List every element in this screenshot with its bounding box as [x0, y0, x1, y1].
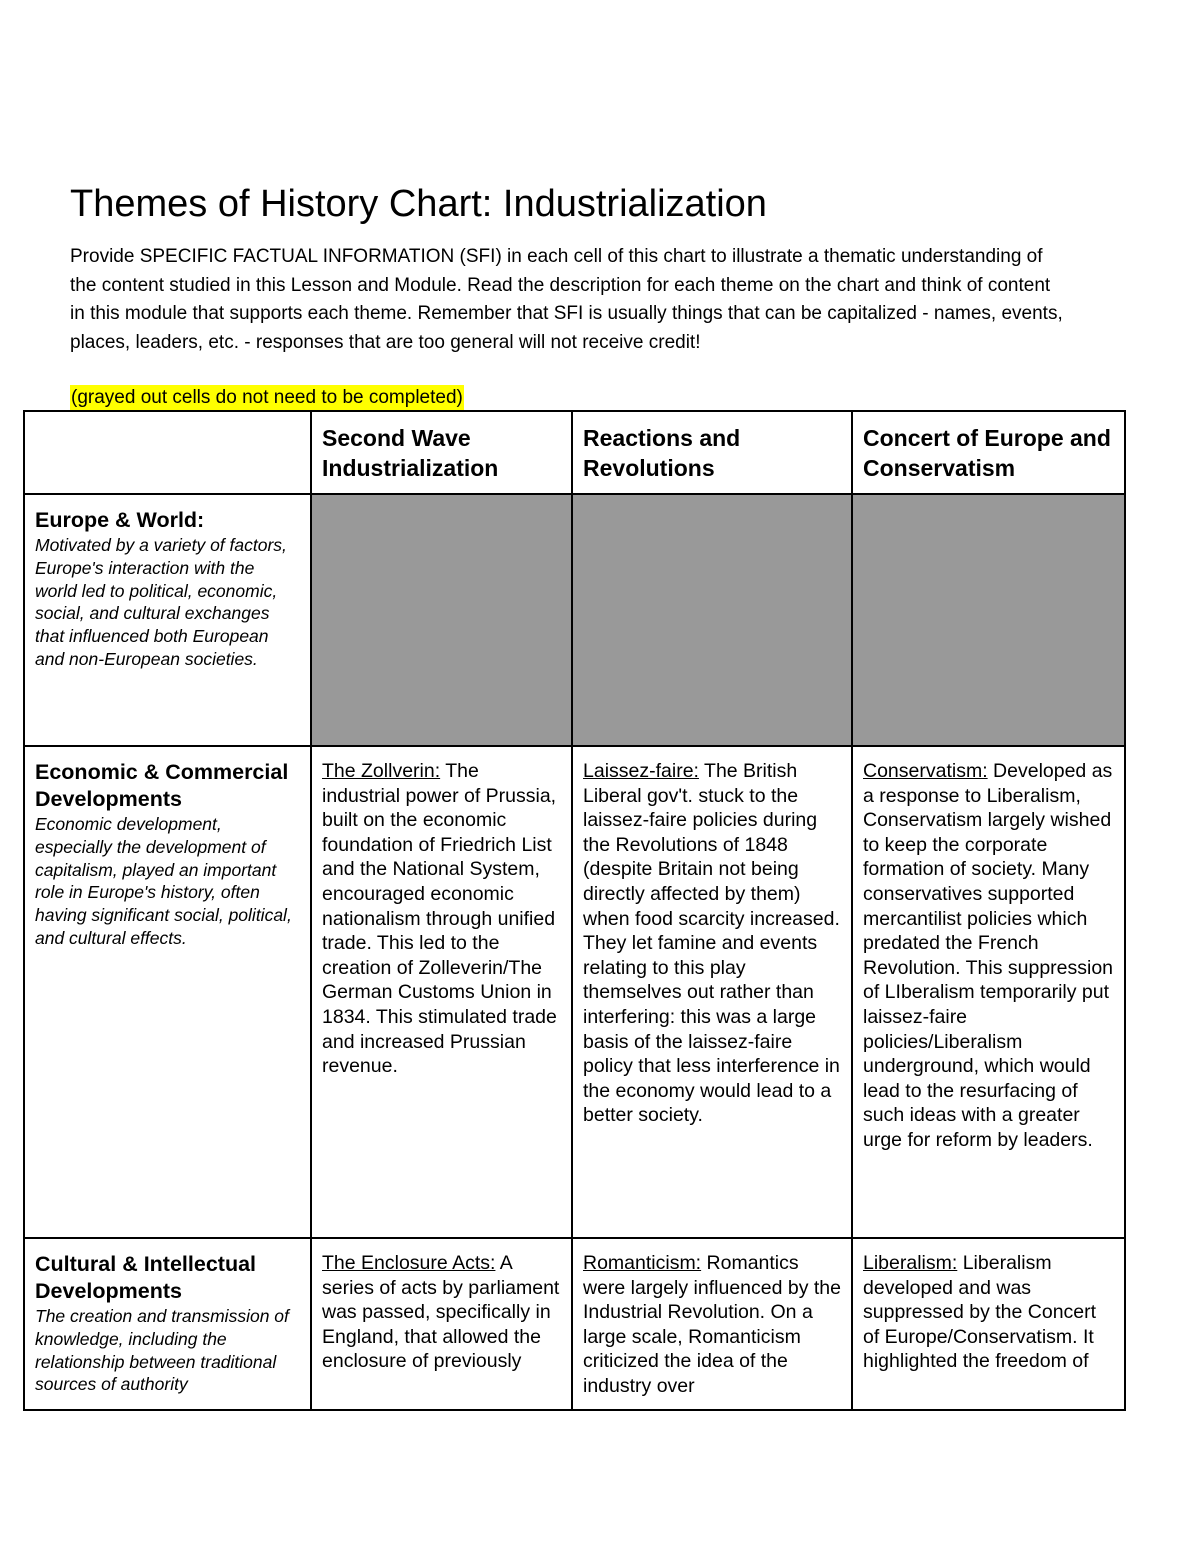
theme-description: Motivated by a variety of factors, Europe's interaction with the world led to political, economic, social, and cultural exchanges that influenced both European and non-European societies.	[35, 535, 287, 669]
cell-lead-term: Conservatism:	[863, 760, 988, 782]
column-header-label: Reactions and Revolutions	[583, 425, 741, 481]
theme-description: Economic development, especially the development of capitalism, played an important role in Europe's history, often having significant social, political, and cultural effects.	[35, 814, 292, 948]
table-header-row	[24, 411, 1125, 494]
table-row-europe-world	[24, 494, 1125, 746]
theme-cell	[24, 1238, 311, 1410]
table-row-economic	[24, 746, 1125, 1238]
column-header-label: Concert of Europe and Conservatism	[863, 425, 1111, 481]
grayed-cells-note: (grayed out cells do not need to be completed)	[70, 385, 464, 411]
grayed-cell	[852, 494, 1125, 746]
theme-name: Europe & World:	[35, 508, 205, 532]
cell-text: A series of acts by parliament was passed, specifically in England, that allowed the enclosure of previously	[322, 1252, 560, 1373]
response-cell[interactable]	[852, 1238, 1125, 1410]
cell-text: The industrial power of Prussia, built on the economic foundation of Friedrich List and the National System, encouraged economic nationalism through unified trade. This led to the creation of Zolleverin/The German Customs Union in 1834. This stimulated trade and increased Prussian revenue.	[322, 760, 557, 1078]
cell-lead-term: The Enclosure Acts:	[322, 1252, 496, 1274]
page-title: Themes of History Chart: Industrialization	[70, 183, 767, 225]
column-header-second-wave	[311, 411, 572, 494]
theme-cell	[24, 746, 311, 1238]
theme-description: The creation and transmission of knowledge, including the relationship between traditional sources of authority	[35, 1306, 289, 1395]
column-header-label: Second Wave Industrialization	[322, 425, 499, 481]
corner-cell	[24, 411, 311, 494]
themes-chart-table	[23, 410, 1126, 1411]
cell-text: Developed as a response to Liberalism, Conservatism largely wished to keep the corporate formation of society. Many conservatives supported mercantilist policies which predated the French Revolution. This suppression of LIberalism temporarily put laissez-faire policies/Liberalism underground, which would lead to the resurfacing of such ideas with a greater urge for reform by leaders.	[863, 760, 1114, 1151]
cell-text: Romantics were largely influenced by the Industrial Revolution. On a large scale, Romanticism criticized the idea of the industry over	[583, 1252, 841, 1397]
cell-lead-term: Liberalism:	[863, 1252, 958, 1274]
grayed-cell	[311, 494, 572, 746]
response-cell[interactable]	[311, 746, 572, 1238]
grayed-cell	[572, 494, 852, 746]
cell-lead-term: Romanticism:	[583, 1252, 702, 1274]
response-cell[interactable]	[572, 1238, 852, 1410]
cell-text: The British Liberal gov't. stuck to the laissez-faire policies during the Revolutions of 1848 (despite Britain not being directly affected by them) when food scarcity increased. They let famine and events relating to this play themselves out rather than interfering: this was a large basis of the laissez-faire policy that less interference in the economy would lead to a better society.	[583, 760, 840, 1127]
column-header-concert	[852, 411, 1125, 494]
cell-lead-term: The Zollverin:	[322, 760, 441, 782]
instructions-paragraph: Provide SPECIFIC FACTUAL INFORMATION (SFI) in each cell of this chart to illustrate a thematic understanding of the content studied in this Lesson and Module. Read the description for each theme on the chart and think of content in this module that supports each theme. Remember that SFI is usually things that can be capitalized - names, events, places, leaders, etc. - responses that are too general will not receive credit!	[70, 246, 1063, 353]
table-row-cultural	[24, 1238, 1125, 1410]
response-cell[interactable]	[311, 1238, 572, 1410]
response-cell[interactable]	[572, 746, 852, 1238]
theme-cell	[24, 494, 311, 746]
column-header-reactions	[572, 411, 852, 494]
theme-name: Economic & Commercial Developments	[35, 760, 289, 811]
response-cell[interactable]	[852, 746, 1125, 1238]
cell-text: Liberalism developed and was suppressed by the Concert of Europe/Conservatism. It highlighted the freedom of	[863, 1252, 1097, 1373]
cell-lead-term: Laissez-faire:	[583, 760, 699, 782]
theme-name: Cultural & Intellectual Developments	[35, 1252, 257, 1303]
